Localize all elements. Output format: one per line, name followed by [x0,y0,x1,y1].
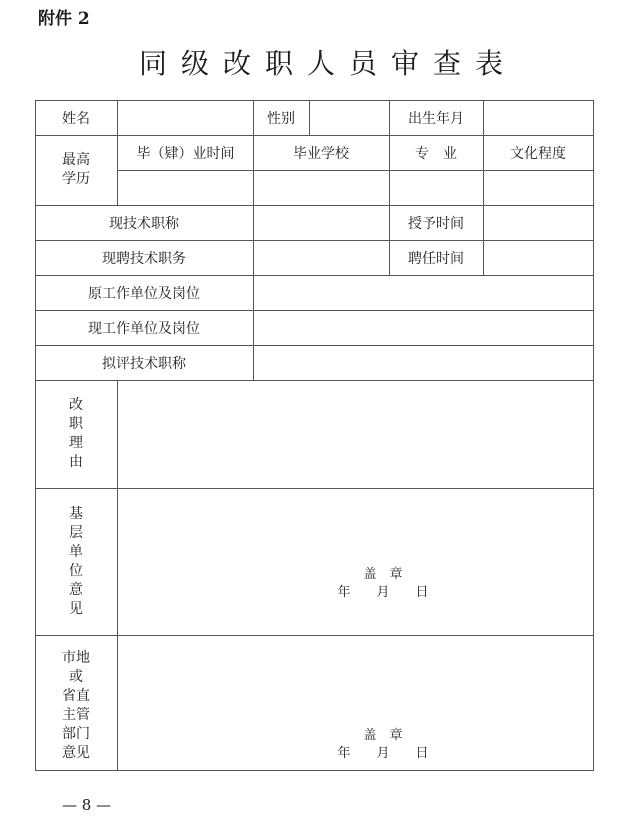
page-number: — 8 — [62,796,112,814]
gender-label: 性别 [267,110,295,127]
grant-time-label: 授予时间 [408,215,464,232]
city-department-date-text: 年 月 日 [337,746,429,761]
proposed-title-field[interactable] [254,345,593,380]
city-department-stamp-text: 盖 章 [363,728,403,743]
name-label: 姓名 [62,110,90,127]
reason-label: 改 职 理 由 [69,397,83,470]
review-form-table [35,100,594,770]
gender-field[interactable] [310,100,389,135]
education-level-label: 文化程度 [510,145,566,162]
highest-education-label: 最高 学历 [62,152,90,187]
grad-time-field[interactable] [118,171,253,205]
base-unit-stamp-text: 盖 章 [363,567,403,582]
current-post-label: 现聘技术职务 [102,250,186,267]
page-title: 同级改职人员审查表 [138,47,517,80]
current-unit-field[interactable] [254,310,593,345]
hire-time-label: 聘任时间 [408,250,464,267]
base-unit-opinion-label: 基 层 单 位 意 见 [69,505,83,617]
current-title-field[interactable] [254,205,389,240]
attachment-label: 附件 2 [38,9,90,29]
hire-time-field[interactable] [484,240,593,275]
education-level-field[interactable] [484,171,593,205]
birth-label: 出生年月 [408,110,464,127]
current-unit-label: 现工作单位及岗位 [88,320,200,337]
base-unit-opinion-field[interactable] [118,489,593,635]
current-title-label: 现技术职称 [109,215,179,232]
school-field[interactable] [254,171,389,205]
previous-unit-label: 原工作单位及岗位 [88,285,200,302]
city-department-opinion-label: 市地 或 省直 主管 部门 意见 [62,650,90,761]
grad-time-label: 毕（肄）业时间 [136,145,235,162]
major-label: 专 业 [415,145,457,162]
previous-unit-field[interactable] [254,275,593,310]
birth-field[interactable] [484,100,593,135]
base-unit-date-text: 年 月 日 [337,585,429,600]
current-post-field[interactable] [254,240,389,275]
school-label: 毕业学校 [293,145,349,162]
proposed-title-label: 拟评技术职称 [102,355,186,372]
grant-time-field[interactable] [484,205,593,240]
reason-field[interactable] [118,381,593,488]
major-field[interactable] [390,171,483,205]
name-field[interactable] [118,100,253,135]
